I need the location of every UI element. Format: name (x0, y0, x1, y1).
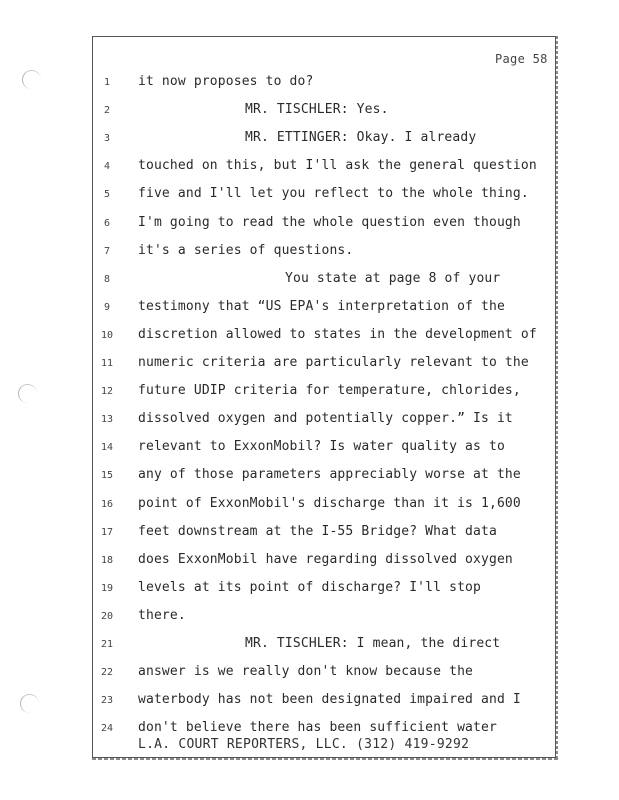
page-number: Page 58 (495, 52, 548, 66)
line-number: 7 (103, 246, 111, 257)
transcript-line-text: MR. TISCHLER: Yes. (245, 102, 389, 117)
line-number: 22 (100, 667, 114, 678)
line-number: 9 (103, 302, 111, 313)
transcript-line-text: it's a series of questions. (138, 243, 354, 258)
line-number: 20 (100, 611, 114, 622)
punch-hole-top (22, 70, 41, 89)
transcript-line-text: MR. ETTINGER: Okay. I already (245, 130, 477, 145)
line-number: 18 (100, 555, 114, 566)
transcript-line-text: I'm going to read the whole question even though (138, 215, 521, 230)
reporter-footer: L.A. COURT REPORTERS, LLC. (312) 419-9292 (138, 737, 470, 752)
line-number: 2 (103, 105, 111, 116)
line-number: 14 (100, 442, 114, 453)
line-number: 13 (100, 414, 114, 425)
line-number: 23 (100, 695, 114, 706)
line-number: 10 (100, 330, 114, 341)
transcript-line-text: levels at its point of discharge? I'll stop (138, 580, 481, 595)
transcript-line-text: point of ExxonMobil's discharge than it is 1,600 (138, 496, 521, 511)
line-number: 5 (103, 189, 111, 200)
transcript-line-text: MR. TISCHLER: I mean, the direct (245, 636, 501, 651)
transcript-line-text: it now proposes to do? (138, 74, 314, 89)
line-number: 12 (100, 386, 114, 397)
line-number: 17 (100, 527, 114, 538)
line-number: 8 (103, 274, 111, 285)
line-number: 1 (103, 77, 111, 88)
transcript-line-text: dissolved oxygen and potentially copper.” Is it (138, 411, 513, 426)
transcript-line-text: feet downstream at the I-55 Bridge? What data (138, 524, 497, 539)
frame-bottom-edge (92, 758, 558, 760)
transcript-line-text: does ExxonMobil have regarding dissolved oxygen (138, 552, 513, 567)
transcript-line-text: waterbody has not been designated impaired and I (138, 692, 521, 707)
line-number: 16 (100, 499, 114, 510)
transcript-line-text: relevant to ExxonMobil? Is water quality as to (138, 439, 505, 454)
frame-right-edge (556, 36, 558, 760)
line-number: 21 (100, 639, 114, 650)
transcript-line-text: there. (138, 608, 186, 623)
transcript-line-text: don't believe there has been sufficient water (138, 720, 497, 735)
transcript-line-text: discretion allowed to states in the development of (138, 327, 537, 342)
transcript-line-text: touched on this, but I'll ask the general question (138, 158, 537, 173)
transcript-line-text: You state at page 8 of your (285, 271, 501, 286)
punch-hole-middle (18, 384, 37, 403)
transcript-line-text: numeric criteria are particularly relevant to the (138, 355, 529, 370)
punch-hole-bottom (20, 694, 39, 713)
transcript-line-text: five and I'll let you reflect to the whole thing. (138, 186, 529, 201)
line-number: 15 (100, 470, 114, 481)
transcript-line-text: any of those parameters appreciably worse at the (138, 467, 521, 482)
line-number: 4 (103, 161, 111, 172)
line-number: 24 (100, 723, 114, 734)
transcript-line-text: answer is we really don't know because the (138, 664, 474, 679)
line-number: 19 (100, 583, 114, 594)
transcript-line-text: future UDIP criteria for temperature, chlorides, (138, 383, 521, 398)
line-number: 6 (103, 218, 111, 229)
transcript-line-text: testimony that “US EPA's interpretation of the (138, 299, 505, 314)
line-number: 11 (100, 358, 114, 369)
line-number: 3 (103, 133, 111, 144)
